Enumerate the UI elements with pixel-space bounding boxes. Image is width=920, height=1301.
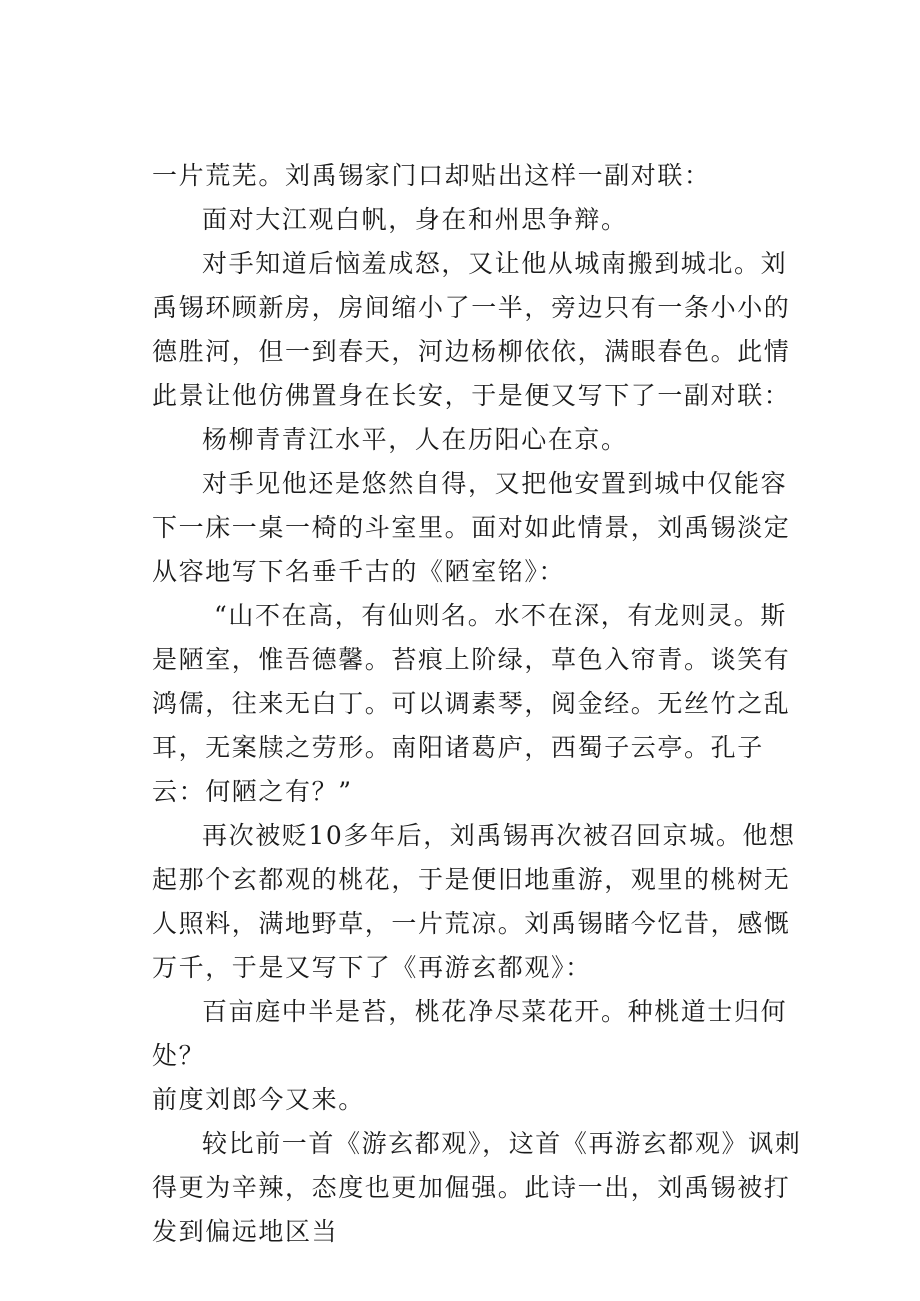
couplet-2: 杨柳青青江水平，人在历阳心在京。 (202, 425, 628, 454)
paragraph-move-north: 对手知道后恼羞成怒，又让他从城南搬到城北。刘禹锡环顾新房，房间缩小了一半，旁边只有一条小小的德胜河，但一到春天，河边杨柳依依，满眼春色。此情此景让他仿佛置身在长安，于是便又写下了一副对联： (152, 249, 791, 410)
poem-line-1: 百亩庭中半是苔，桃花净尽菜花开。种桃道士归何处？ (152, 997, 788, 1070)
couplet-1: 面对大江观白帆，身在和州思争辩。 (202, 205, 628, 234)
poem-line-2: 前度刘郎今又来。 (152, 1085, 365, 1114)
paragraph-continuation: 一片荒芜。刘禹锡家门口却贴出这样一副对联： (152, 161, 711, 190)
paragraph-small-room: 对手见他还是悠然自得，又把他安置到城中仅能容下一床一桌一椅的斗室里。面对如此情景，刘禹锡淡定从容地写下名垂千古的《陋室铭》： (152, 469, 791, 586)
lou-shi-ming-quote: “山不在高，有仙则名。水不在深，有龙则灵。斯是陋室，惟吾德馨。苔痕上阶绿，草色入帘青。谈笑有鸿儒，往来无白丁。可以调素琴，阅金经。无丝竹之乱耳，无案牍之劳形。南阳诸葛庐，西蜀子云亭。孔子云：何陋之有？” (152, 601, 791, 806)
paragraph-return: 再次被贬10多年后，刘禹锡再次被召回京城。他想起那个玄都观的桃花，于是便旧地重游，观里的桃树无人照料，满地野草，一片荒凉。刘禹锡睹今忆昔，感慨万千，于是又写下了《再游玄都观》： (152, 821, 796, 982)
body-text (152, 154, 812, 1254)
paragraph-comparison: 较比前一首《游玄都观》，这首《再游玄都观》讽刺得更为辛辣，态度也更加倔强。此诗一出，刘禹锡被打发到偏远地区当 (152, 1129, 802, 1246)
